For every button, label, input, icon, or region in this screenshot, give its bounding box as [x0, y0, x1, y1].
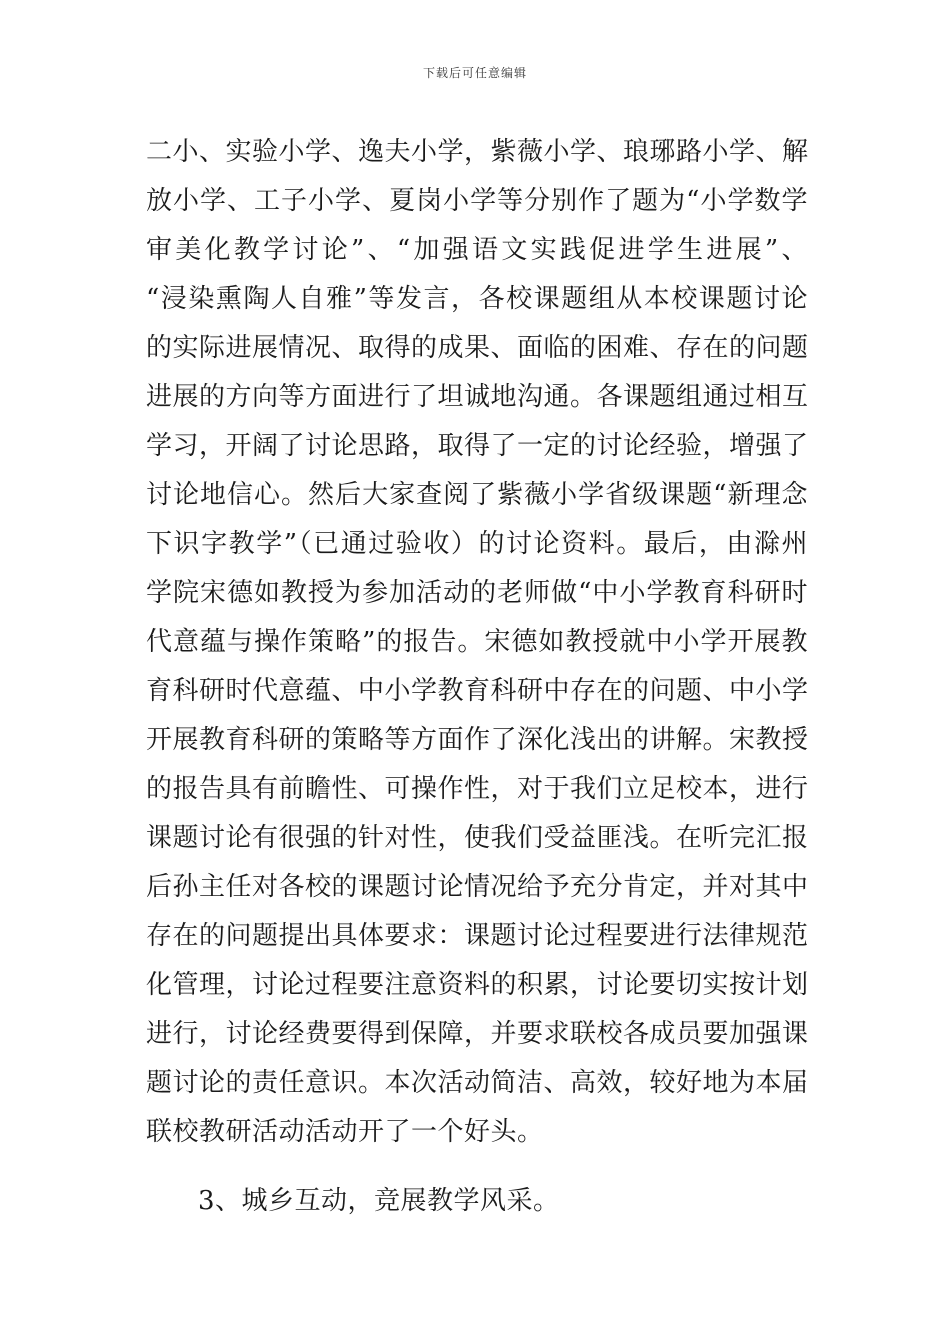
section-heading: 3、城乡互动，竞展教学风采。 — [198, 1186, 560, 1216]
paragraph-line: 进行，讨论经费要得到保障，并要求联校各成员要加强课 — [146, 1019, 809, 1049]
paragraph-line: 化管理，讨论过程要注意资料的积累，讨论要切实按计划 — [146, 970, 809, 1000]
paragraph-line: 后孙主任对各校的课题讨论情况给予充分肯定，并对其中 — [146, 872, 809, 902]
paragraph-line: 学习，开阔了讨论思路，取得了一定的讨论经验，增强了 — [146, 431, 809, 461]
paragraph-line: 进展的方向等方面进行了坦诚地沟通。各课题组通过相互 — [146, 382, 809, 412]
paragraph-line: 题讨论的责任意识。本次活动简洁、高效，较好地为本届 — [146, 1068, 809, 1098]
paragraph-line: 放小学、工子小学、夏岗小学等分别作了题为“小学数学 — [146, 186, 808, 216]
paragraph-line: “浸染熏陶人自雅”等发言，各校课题组从本校课题讨论 — [146, 284, 808, 314]
paragraph-line: 育科研时代意蕴、中小学教育科研中存在的问题、中小学 — [146, 676, 809, 706]
paragraph-line: 讨论地信心。然后大家查阅了紫薇小学省级课题“新理念 — [146, 480, 808, 510]
document-body — [146, 128, 808, 1226]
paragraph-line: 代意蕴与操作策略”的报告。宋德如教授就中小学开展教 — [146, 627, 808, 657]
paragraph-line: 课题讨论有很强的针对性，使我们受益匪浅。在听完汇报 — [146, 823, 809, 853]
paragraph-line: 的实际进展情况、取得的成果、面临的困难、存在的问题 — [146, 333, 809, 363]
paragraph-line: 开展教育科研的策略等方面作了深化浅出的讲解。宋教授 — [146, 725, 809, 755]
paragraph-line: 的报告具有前瞻性、可操作性，对于我们立足校本，进行 — [146, 774, 809, 804]
paragraph-line: 学院宋德如教授为参加活动的老师做“中小学教育科研时 — [146, 578, 808, 608]
page-header: 下载后可任意编辑 — [422, 66, 527, 80]
paragraph-line: 下识字教学”（已通过验收）的讨论资料。最后，由滁州 — [146, 529, 808, 559]
paragraph-line: 存在的问题提出具体要求：课题讨论过程要进行法律规范 — [146, 921, 809, 951]
paragraph-line: 审美化教学讨论”、“加强语文实践促进学生进展”、 — [146, 235, 808, 265]
paragraph-line: 联校教研活动活动开了一个好头。 — [146, 1117, 544, 1147]
paragraph-spacing — [146, 1157, 808, 1177]
paragraph-line: 二小、实验小学、逸夫小学，紫薇小学、琅琊路小学、解 — [146, 137, 809, 167]
paragraph — [146, 128, 808, 1157]
